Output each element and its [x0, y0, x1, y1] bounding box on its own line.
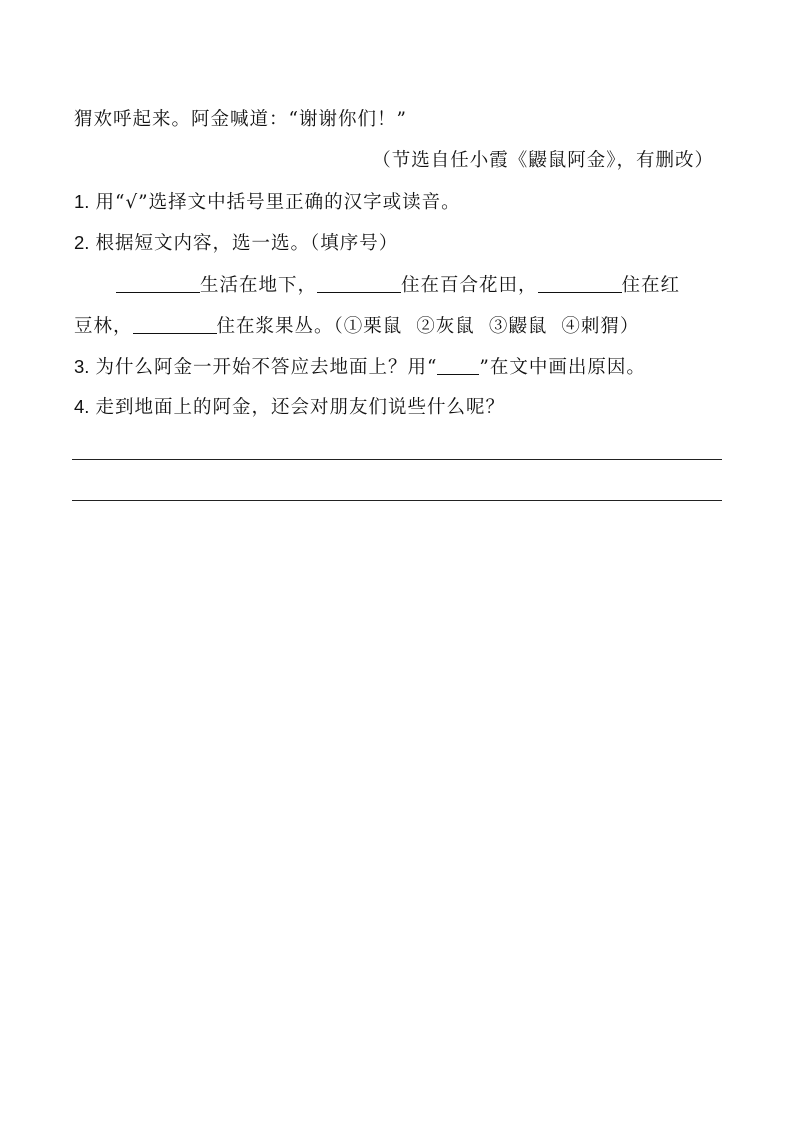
option-3: ③鼹鼠	[488, 316, 548, 337]
question-2-number: 2.	[74, 232, 90, 253]
passage-ending-line: 猬欢呼起来。阿金喊道：“谢谢你们！”	[74, 109, 407, 130]
fill-text-d: 住在浆果丛。（	[216, 316, 344, 337]
options-close: ）	[619, 316, 640, 337]
question-1-text: 用“√”选择文中括号里正确的汉字或读音。	[95, 192, 461, 213]
question-3-text-after: ”在文中画出原因。	[479, 357, 646, 378]
fill-text-a: 生活在地下，	[200, 275, 318, 296]
source-note: （节选自任小霞《鼹鼠阿金》，有删改）	[372, 150, 714, 171]
answer-line-1[interactable]	[72, 459, 722, 460]
question-2-text: 根据短文内容，选一选。（填序号）	[95, 233, 399, 254]
fill-text-b: 住在百合花田，	[401, 275, 538, 296]
question-3-text-before: 为什么阿金一开始不答应去地面上？用“	[95, 357, 438, 378]
answer-blank-1[interactable]	[116, 272, 200, 293]
answer-blank-3[interactable]	[538, 272, 622, 293]
question-3-number: 3.	[74, 356, 90, 377]
question-4	[74, 395, 505, 420]
option-2: ②灰鼠	[416, 316, 475, 337]
question-1-number: 1.	[74, 191, 90, 212]
fill-text-c: 住在红	[621, 275, 681, 296]
fill-text-line2-start: 豆林，	[74, 316, 133, 337]
question-1	[74, 190, 461, 215]
underline-mark	[437, 354, 479, 375]
question-3	[74, 354, 646, 380]
answer-blank-4[interactable]	[133, 313, 217, 334]
question-2-fill-line-2	[74, 313, 639, 339]
option-4: ④刺猬	[561, 316, 620, 337]
question-4-number: 4.	[74, 396, 90, 417]
question-4-text: 走到地面上的阿金，还会对朋友们说些什么呢？	[95, 397, 505, 418]
answer-blank-2[interactable]	[317, 272, 401, 293]
answer-line-2[interactable]	[72, 500, 722, 501]
option-1: ①栗鼠	[343, 316, 403, 337]
question-2	[74, 231, 398, 256]
question-2-fill-line-1	[116, 272, 680, 298]
